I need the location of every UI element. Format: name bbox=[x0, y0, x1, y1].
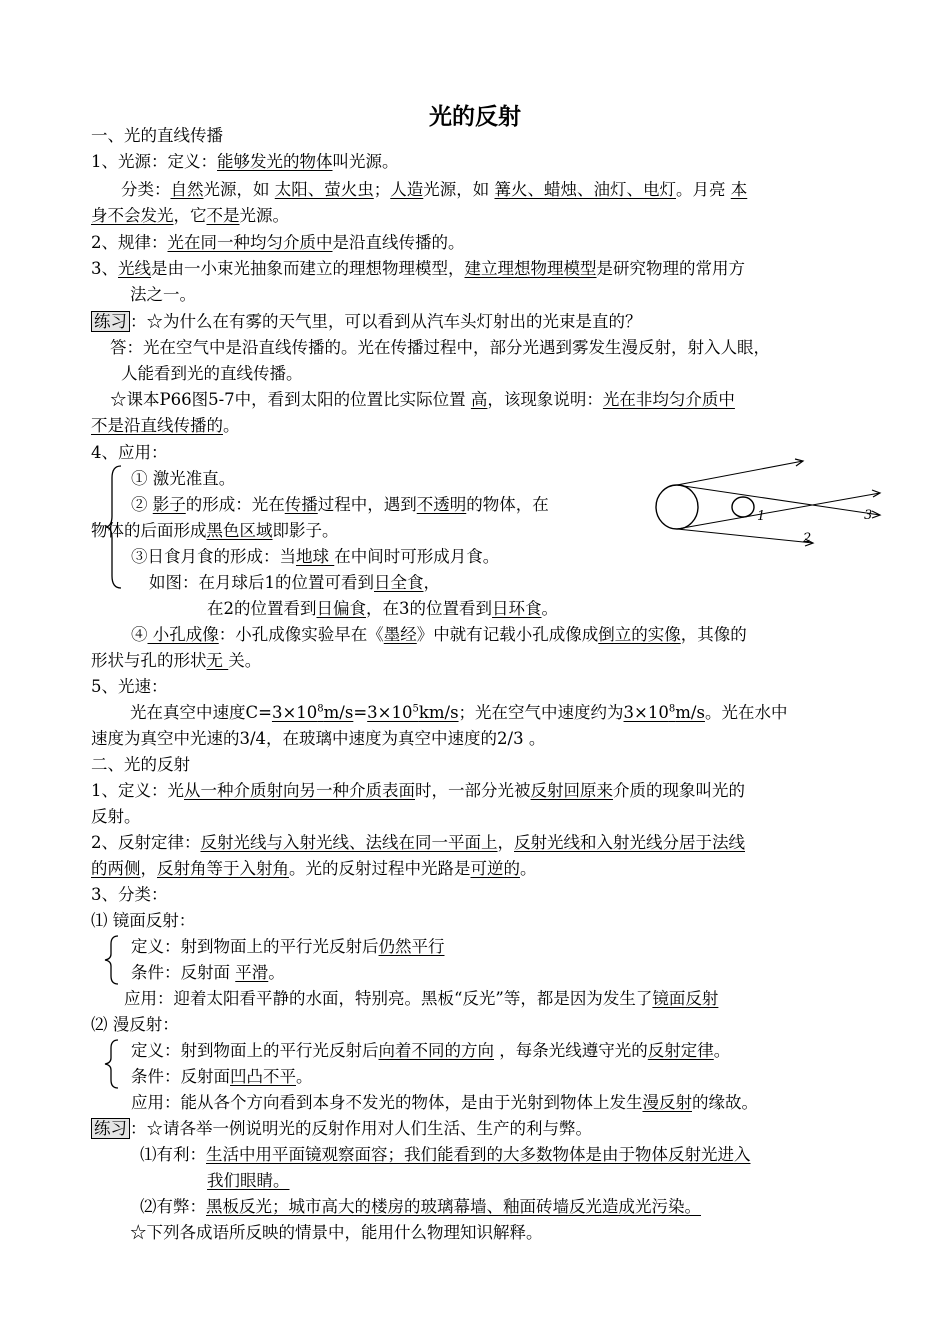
light-source-classification: 分类：自然光源，如 太阳、萤火虫；人造光源，如 篝火、蜡烛、油灯、电灯。月亮 本 bbox=[121, 180, 748, 199]
shadow-formation-cont: 物体的后面形成黑色区域即影子。 bbox=[91, 521, 339, 540]
eclipse-figure-note-1: 如图：在月球后1的位置可看到日全食， bbox=[149, 573, 440, 592]
disadvantage-answer: ⑵有弊：黑板反光；城市高大的楼房的玻璃幕墙、釉面砖墙反光造成光污染。 bbox=[140, 1197, 701, 1216]
light-speed-heading: 5、光速： bbox=[91, 677, 168, 696]
section-heading-2: 二、光的反射 bbox=[91, 755, 190, 774]
diffuse-brace bbox=[103, 1038, 121, 1090]
eclipse-formation: ③日食月食的形成：当地球 在中间时可形成月食。 bbox=[131, 547, 500, 566]
light-source-classification-cont: 身不会发光，它不是光源。 bbox=[91, 206, 289, 225]
reflection-law-cont: 的两侧，反射角等于入射角。光的反射过程中光路是可逆的。 bbox=[91, 859, 537, 878]
light-ray-model: 3、光线是由一小束光抽象而建立的理想物理模型，建立理想物理模型是研究物理的常用方 bbox=[91, 259, 745, 278]
light-speed-values-cont: 速度为真空中光速的3/4，在玻璃中速度为真空中速度的2/3 。 bbox=[91, 729, 546, 748]
page-title: 光的反射 bbox=[429, 104, 521, 130]
exercise-question-2: 练习 ：☆请各举一例说明光的反射作用对人们生活、生产的利与弊。 bbox=[91, 1117, 592, 1141]
specular-definition: 定义：射到物面上的平行光反射后仍然平行 bbox=[131, 937, 445, 956]
propagation-rule: 2、规律：光在同一种均匀介质中是沿直线传播的。 bbox=[91, 233, 465, 252]
idiom-question: ☆下列各成语所反映的情景中，能用什么物理知识解释。 bbox=[130, 1223, 543, 1242]
reflection-definition-cont: 反射。 bbox=[91, 807, 141, 826]
textbook-question-cont: 不是沿直线传播的。 bbox=[91, 416, 240, 435]
advantage-answer-cont: 我们眼睛。 bbox=[207, 1171, 290, 1190]
specular-brace bbox=[103, 934, 121, 986]
diffuse-condition: 条件：反射面凹凸不平。 bbox=[131, 1067, 313, 1086]
advantage-answer: ⑴有利：生活中用平面镜观察面容；我们能看到的大多数物体是由于物体反射光进入 bbox=[140, 1145, 751, 1164]
exercise-answer-1-cont: 人能看到光的直线传播。 bbox=[121, 364, 303, 383]
pinhole-imaging: ④ 小孔成像：小孔成像实验早在《墨经》中就有记载小孔成像成倒立的实像，其像的 bbox=[131, 625, 747, 644]
laser-alignment: ① 激光准直。 bbox=[131, 469, 236, 488]
exercise-question-1: 练习 ：☆为什么在有雾的天气里，可以看到从汽车头灯射出的光束是直的？ bbox=[91, 310, 642, 334]
moon-circle bbox=[732, 497, 754, 517]
figure-label-1: 1 bbox=[757, 509, 766, 524]
specular-application: 应用：迎着太阳看平静的水面，特别亮。黑板“反光”等，都是因为发生了镜面反射 bbox=[124, 989, 719, 1008]
reflection-definition: 1、定义：光从一种介质射向另一种介质表面时，一部分光被反射回原来介质的现象叫光的 bbox=[91, 781, 745, 800]
textbook-question: ☆课本P66图5-7中，看到太阳的位置比实际位置 高，该现象说明：光在非均匀介质中 bbox=[110, 390, 735, 409]
exercise-label: 练习 bbox=[91, 1118, 130, 1139]
light-source-definition: 1、光源：定义：能够发光的物体叫光源。 bbox=[91, 152, 399, 171]
exercise-label: 练习 bbox=[91, 311, 130, 332]
diffuse-definition: 定义：射到物面上的平行光反射后向着不同的方向 ，每条光线遵守光的反射定律。 bbox=[131, 1041, 731, 1060]
shadow-formation: ② 影子的形成：光在传播过程中，遇到不透明的物体，在 bbox=[131, 495, 549, 514]
light-ray-model-cont: 法之一。 bbox=[130, 285, 196, 304]
specular-reflection-heading: ⑴ 镜面反射： bbox=[91, 911, 196, 930]
exercise-answer-1: 答：光在空气中是沿直线传播的。光在传播过程中，部分光遇到雾发生漫反射，射入人眼， bbox=[110, 338, 770, 357]
reflection-law: 2、反射定律：反射光线与入射光线、法线在同一平面上，反射光线和入射光线分居于法线 bbox=[91, 833, 745, 852]
light-speed-values: 光在真空中速度$C=3\times 10^8m/s=3\times 10^5km/s$；光在空气中速度约为$3\times 10^8m/s$。光在水中 bbox=[130, 703, 788, 722]
section-heading-1: 一、光的直线传播 bbox=[91, 126, 223, 145]
diffuse-reflection-heading: ⑵ 漫反射： bbox=[91, 1015, 179, 1034]
ray-lower-outer bbox=[677, 529, 813, 543]
ray-upper-outer bbox=[677, 461, 803, 485]
sun-circle bbox=[656, 485, 698, 529]
classification-heading: 3、分类： bbox=[91, 885, 168, 904]
eclipse-figure-note-2: 在2的位置看到日偏食，在3的位置看到日环食。 bbox=[207, 599, 558, 618]
pinhole-imaging-cont: 形状与孔的形状无 关。 bbox=[91, 651, 262, 670]
figure-label-3: 3 bbox=[864, 508, 873, 523]
diffuse-application: 应用：能从各个方向看到本身不发光的物体，是由于光射到物体上发生漫反射的缘故。 bbox=[131, 1093, 758, 1112]
eclipse-diagram bbox=[650, 455, 890, 555]
specular-condition: 条件：反射面 平滑。 bbox=[131, 963, 285, 982]
applications-heading: 4、应用： bbox=[91, 443, 168, 462]
figure-label-2: 2 bbox=[803, 531, 812, 546]
